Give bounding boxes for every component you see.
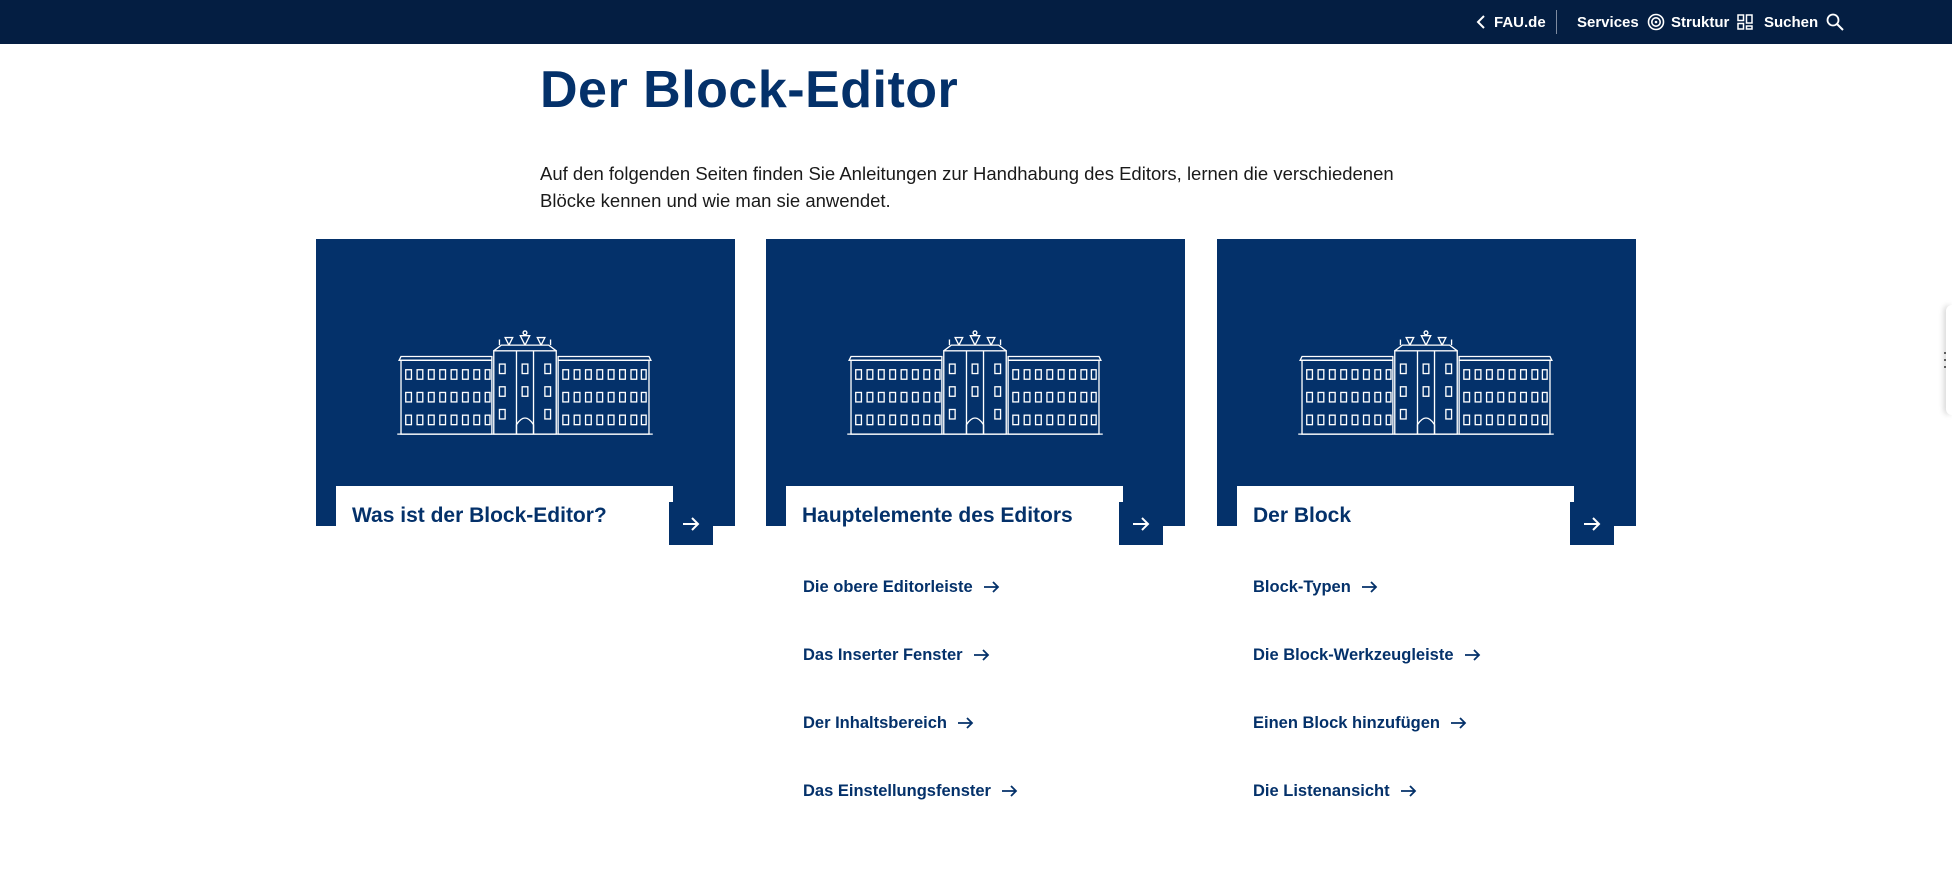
link-label: Einen Block hinzufügen: [1253, 714, 1441, 732]
arrow-right-icon: [682, 517, 700, 531]
list-item: [803, 575, 1018, 643]
page-intro: Auf den folgenden Seiten finden Sie Anleitungen zur Handhabung des Editors, lernen die verschiedenen Blöcke kennen und wie man sie anwendet.: [540, 163, 1394, 211]
list-item: [803, 643, 1018, 711]
link-block-werkzeugleiste[interactable]: [1253, 643, 1481, 667]
university-building-illustration: [389, 330, 661, 436]
arrow-right-icon: [1400, 785, 1417, 797]
link-label: Der Inhaltsbereich: [803, 714, 947, 732]
card-title: Hauptelemente des Editors: [802, 503, 1073, 527]
fau-home-link[interactable]: [1476, 0, 1546, 44]
struktur-button[interactable]: [1671, 0, 1753, 44]
link-label: Die Block-Werkzeugleiste: [1253, 646, 1454, 664]
link-label: Block-Typen: [1253, 578, 1351, 596]
arrow-right-icon: [1583, 517, 1601, 531]
chevron-left-icon: [1476, 15, 1486, 29]
card-block-editor: [316, 239, 735, 526]
top-bar: [0, 0, 1952, 44]
struktur-label: Struktur: [1671, 13, 1730, 31]
hauptelemente-link-list: [803, 575, 1018, 847]
arrow-right-icon: [1001, 785, 1018, 797]
more-vertical-icon[interactable]: [1943, 352, 1947, 368]
der-block-link-list: [1253, 575, 1481, 847]
card-title-link[interactable]: [786, 486, 1123, 545]
university-building-illustration: [839, 330, 1111, 436]
link-block-hinzufuegen[interactable]: [1253, 711, 1467, 735]
search-icon: [1826, 13, 1844, 31]
card-image[interactable]: [1217, 239, 1636, 526]
link-label: Die Listenansicht: [1253, 782, 1390, 800]
link-inhaltsbereich[interactable]: [803, 711, 974, 735]
list-item: [1253, 779, 1481, 847]
arrow-right-icon: [1361, 581, 1378, 593]
card-der-block: [1217, 239, 1636, 526]
list-item: [1253, 575, 1481, 643]
link-listenansicht[interactable]: [1253, 779, 1417, 803]
search-label: Suchen: [1764, 13, 1819, 31]
list-item: [803, 711, 1018, 779]
link-inserter-fenster[interactable]: [803, 643, 990, 667]
card-hauptelemente: [766, 239, 1185, 526]
card-title-link[interactable]: [1237, 486, 1574, 545]
target-icon: [1647, 13, 1665, 31]
card-title-link[interactable]: [336, 486, 673, 545]
arrow-right-icon: [973, 649, 990, 661]
arrow-right-icon: [1450, 717, 1467, 729]
list-item: [1253, 711, 1481, 779]
link-label: Das Inserter Fenster: [803, 646, 963, 664]
arrow-right-icon: [983, 581, 1000, 593]
arrow-right-icon: [957, 717, 974, 729]
search-button[interactable]: [1764, 0, 1844, 44]
fau-home-label: FAU.de: [1494, 13, 1546, 31]
link-block-typen[interactable]: [1253, 575, 1378, 599]
list-item: [1253, 643, 1481, 711]
arrow-right-icon: [1464, 649, 1481, 661]
arrow-right-icon: [1132, 517, 1150, 531]
link-label: Die obere Editorleiste: [803, 578, 973, 596]
card-arrow-button[interactable]: [1119, 502, 1163, 545]
list-item: [803, 779, 1018, 847]
card-title: Was ist der Block-Editor?: [352, 503, 607, 527]
card-image[interactable]: [766, 239, 1185, 526]
university-building-illustration: [1290, 330, 1562, 436]
link-obere-editorleiste[interactable]: [803, 575, 1000, 599]
services-label: Services: [1577, 13, 1639, 31]
grid-icon: [1737, 14, 1753, 30]
card-title: Der Block: [1253, 503, 1352, 527]
link-label: Das Einstellungsfenster: [803, 782, 991, 800]
services-button[interactable]: [1577, 0, 1665, 44]
card-image[interactable]: [316, 239, 735, 526]
card-arrow-button[interactable]: [1570, 502, 1614, 545]
topbar-divider: [1556, 10, 1557, 34]
card-arrow-button[interactable]: [669, 502, 713, 545]
page-title: Der Block-Editor: [540, 61, 959, 119]
link-einstellungsfenster[interactable]: [803, 779, 1018, 803]
